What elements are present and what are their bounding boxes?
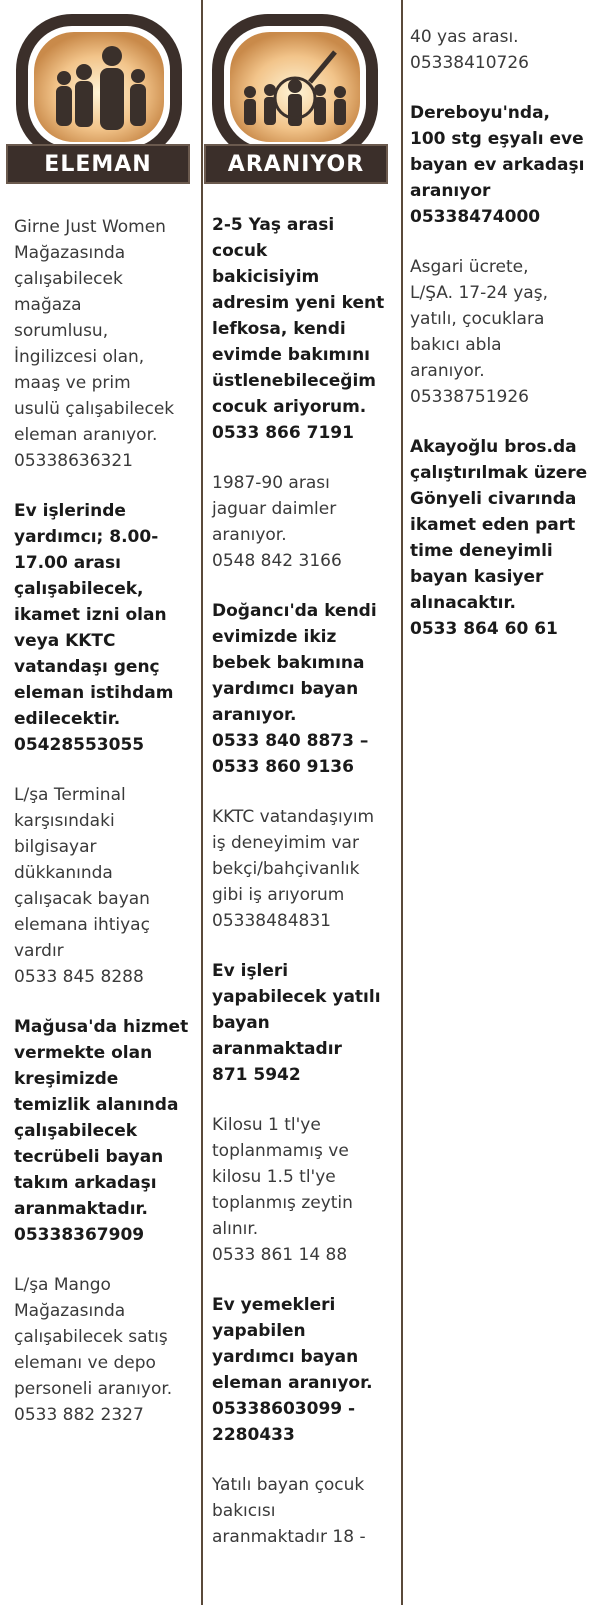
classified-ad: KKTC vatandaşıyım iş deneyimim var bekçi/bahçivanlık gibi iş arıyorum 05338484831: [212, 807, 375, 931]
classified-ad: Mağusa'da hizmet vermekte olan kreşimizde temizlik alanında çalışabilecek tecrübeli bayan takım arkadaşı aranmaktadır. 05338367909: [14, 1017, 189, 1245]
classified-ad: Kilosu 1 tl'ye toplanmamış ve kilosu 1.5 tl'ye toplanmış zeytin alınır. 0533 861 14 88: [212, 1115, 353, 1265]
classified-ad: L/şa Terminal karşısındaki bilgisayar dükkanında çalışacak bayan elemana ihtiyaç vardır 0533 845 8288: [14, 785, 150, 987]
workers-group-icon: [14, 12, 184, 162]
classified-ad: 2-5 Yaş arasi cocuk bakicisiyim adresim yeni kent lefkosa, kendi evimde bakımını üstlenebileceğim cocuk ariyorum. 0533 866 7191: [212, 215, 385, 443]
classified-ad: Ev işlerinde yardımcı; 8.00- 17.00 arası çalışabilecek, ikamet izni olan veya KKTC vatandaşı genç eleman istihdam edilecektir. 05428553055: [14, 501, 174, 755]
classified-ad: Asgari ücrete, L/ŞA. 17-24 yaş, yatılı, çocuklara bakıcı abla aranıyor. 05338751926: [410, 257, 548, 407]
magnifier-people-icon: [210, 12, 380, 162]
ads-list: [212, 212, 394, 1574]
classified-ad: Girne Just Women Mağazasında çalışabilecek mağaza sorumlusu, İngilizcesi olan, maaş ve prim usulü çalışabilecek eleman aranıyor. 05338636321: [14, 217, 175, 471]
eleman-header: [0, 0, 200, 196]
banner-left: ELEMAN: [6, 144, 190, 184]
classified-ad: 1987-90 arası jaguar daimler aranıyor. 0548 842 3166: [212, 473, 342, 571]
ads-list: [410, 24, 594, 666]
classified-ad: Doğancı'da kendi evimizde ikiz bebek bakımına yardımcı bayan aranıyor. 0533 840 8873 – 0533 860 9136: [212, 601, 377, 777]
classified-ad: Yatılı bayan çocuk bakıcısı aranmaktadır 18 -: [212, 1475, 366, 1547]
column-divider: [401, 0, 403, 1605]
classified-ad: Akayoğlu bros.da çalıştırılmak üzere Gönyeli civarında ikamet eden part time deneyimli bayan kasiyer alınacaktır. 0533 864 60 61: [410, 437, 588, 639]
classified-ad: Dereboyu'nda, 100 stg eşyalı eve bayan ev arkadaşı aranıyor 05338474000: [410, 103, 585, 227]
classified-ad: Ev işleri yapabilecek yatılı bayan aranmaktadır 871 5942: [212, 961, 381, 1085]
ads-column-1: [0, 0, 200, 1605]
ads-list: [14, 214, 194, 1452]
classified-ad: Ev yemekleri yapabilen yardımcı bayan eleman aranıyor. 05338603099 - 2280433: [212, 1295, 373, 1445]
ads-column-3: [404, 0, 600, 1605]
classified-ad: 40 yas arası. 05338410726: [410, 27, 529, 73]
araniyor-header: [204, 0, 400, 196]
column-divider: [201, 0, 203, 1605]
banner-right: ARANIYOR: [204, 144, 388, 184]
classified-ad: L/şa Mango Mağazasında çalışabilecek satış elemanı ve depo personeli aranıyor. 0533 882 2327: [14, 1275, 173, 1425]
ads-column-2: [204, 0, 400, 1605]
